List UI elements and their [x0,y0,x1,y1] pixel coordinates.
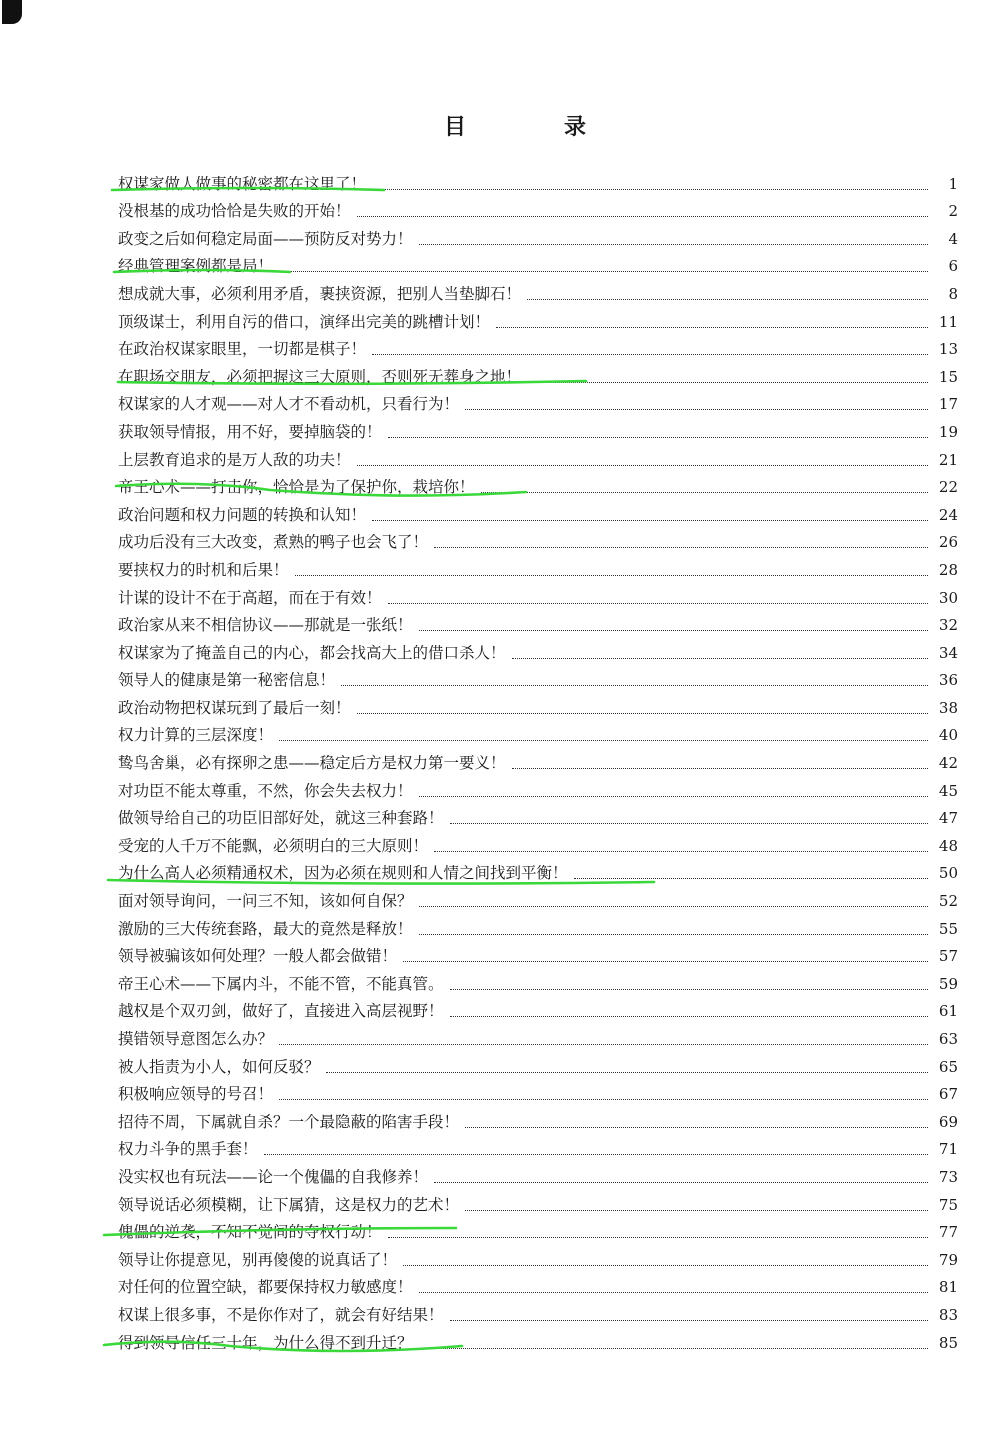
toc-leader-dots [372,188,928,190]
toc-entry [118,856,958,884]
toc-entry-title: 上层教育追求的是万人敌的功夫！ [118,450,351,469]
toc-leader-dots [419,243,928,245]
toc-leader-dots [481,491,928,493]
toc-leader-dots [388,1236,928,1238]
toc-entry-title: 摸错领导意图怎么办？ [118,1030,274,1048]
toc-leader-dots [419,795,928,797]
toc-entry-title: 被人指责为小人，如何反驳？ [118,1057,320,1076]
toc-leader-dots [419,1347,928,1349]
toc-leader-dots [419,1291,928,1293]
toc-entry-page: 38 [938,698,958,717]
toc-entry-page: 42 [938,754,958,773]
toc-entry [118,635,958,663]
toc-leader-dots [450,822,928,824]
toc-entry-title: 获取领导情报，用不好，要掉脑袋的！ [118,422,382,441]
toc-entry [118,1049,958,1077]
toc-entry-page: 19 [938,422,958,441]
toc-entry [118,1242,958,1270]
toc-entry-title: 领导让你提意见，别再傻傻的说真话了！ [118,1250,398,1269]
toc-entry-page: 4 [948,229,958,248]
toc-entry-page: 24 [938,505,958,524]
toc-entry [118,1215,958,1243]
toc-entry [118,773,958,801]
toc-entry-title: 政治家从来不相信协议——那就是一张纸！ [118,616,413,635]
table-of-contents [118,166,958,1353]
toc-entry-title: 积极响应领导的号召！ [118,1085,274,1104]
toc-entry-page: 69 [938,1112,958,1131]
toc-entry [118,552,958,580]
toc-entry-title: 对任何的位置空缺，都要保持权力敏感度！ [118,1278,413,1297]
toc-leader-dots [279,1098,928,1100]
toc-entry-page: 15 [938,367,958,386]
toc-entry [118,801,958,829]
toc-entry-title: 权力计算的三层深度！ [118,726,274,745]
toc-entry-page: 73 [938,1167,958,1186]
toc-entry-page: 83 [938,1305,958,1324]
toc-entry-page: 81 [938,1278,958,1297]
toc-leader-dots [527,298,928,300]
toc-entry-title: 没根基的成功恰恰是失败的开始！ [118,202,351,221]
toc-leader-dots [279,1043,928,1045]
toc-entry-page: 22 [938,478,958,497]
toc-entry [118,1325,958,1353]
toc-entry [118,470,958,498]
toc-entry-page: 57 [938,947,958,966]
toc-entry [118,497,958,525]
toc-entry [118,166,958,194]
toc-entry [118,608,958,636]
toc-entry [118,911,958,939]
toc-leader-dots [450,1319,928,1321]
toc-entry-title: 经典管理案例都是局！ [118,257,274,276]
toc-entry-title: 受宠的人千万不能飘，必须明白的三大原则！ [118,836,429,855]
toc-entry [118,1297,958,1325]
toc-entry-title: 在政治权谋家眼里，一切都是棋子！ [118,340,367,359]
toc-leader-dots [450,1015,928,1017]
toc-leader-dots [403,1264,928,1266]
toc-entry-title: 想成就大事，必须利用矛盾，裹挟资源，把别人当垫脚石！ [118,284,522,303]
toc-entry-page: 65 [938,1057,958,1076]
toc-entry-page: 55 [938,919,958,938]
toc-leader-dots [465,1209,928,1211]
toc-entry [118,442,958,470]
toc-entry [118,883,958,911]
toc-leader-dots [434,850,928,852]
toc-entry-page: 79 [938,1250,958,1269]
toc-entry-title: 越权是个双刃剑，做好了，直接进入高层视野！ [118,1002,444,1021]
toc-entry [118,221,958,249]
toc-entry-title: 领导人的健康是第一秘密信息！ [118,671,336,690]
toc-entry [118,994,958,1022]
toc-entry [118,304,958,332]
toc-entry-page: 63 [938,1030,958,1048]
toc-entry [118,525,958,553]
toc-entry [118,939,958,967]
toc-entry-page: 59 [938,974,958,993]
toc-leader-dots [326,1071,928,1073]
toc-entry-page: 47 [938,809,958,828]
toc-entry-page: 8 [948,284,958,303]
toc-leader-dots [388,436,928,438]
toc-leader-dots [512,767,928,769]
toc-leader-dots [496,326,928,328]
toc-entry-page: 52 [938,892,958,911]
toc-entry-title: 帝王心术——打击你，恰恰是为了保护你，栽培你！ [118,478,475,497]
toc-entry-page: 67 [938,1085,958,1104]
toc-leader-dots [403,960,928,962]
toc-entry [118,1132,958,1160]
toc-entry-title: 政变之后如何稳定局面——预防反对势力！ [118,229,413,248]
toc-leader-dots [512,657,928,659]
toc-leader-dots [450,988,928,990]
toc-leader-dots [279,739,928,741]
toc-entry-page: 1 [948,174,958,193]
scan-corner-mark [2,0,22,24]
toc-entry [118,276,958,304]
toc-entry [118,1187,958,1215]
toc-leader-dots [264,1153,928,1155]
toc-entry-page: 34 [938,643,958,662]
toc-leader-dots [574,877,928,879]
toc-entry [118,1270,958,1298]
toc-entry-page: 2 [948,202,958,221]
toc-entry-title: 顶级谋士，利用自污的借口，演绎出完美的跳槽计划！ [118,312,491,331]
toc-entry-page: 40 [938,726,958,745]
toc-leader-dots [419,933,928,935]
toc-leader-dots [295,574,928,576]
toc-entry-title: 在职场交朋友，必须把握这三大原则，否则死无葬身之地！ [118,367,522,386]
toc-entry-page: 17 [938,395,958,414]
toc-entry-title: 做领导给自己的功臣旧部好处，就这三种套路！ [118,809,444,828]
toc-entry [118,966,958,994]
toc-entry [118,718,958,746]
toc-entry-page: 6 [948,257,958,276]
toc-leader-dots [372,519,928,521]
toc-entry-title: 权谋家做人做事的秘密都在这里了！ [118,174,367,193]
toc-leader-dots [357,712,928,714]
toc-entry-page: 50 [938,864,958,883]
toc-entry-title: 面对领导询问，一问三不知，该如何自保？ [118,892,413,911]
toc-entry-page: 61 [938,1002,958,1021]
toc-entry-page: 85 [938,1333,958,1352]
toc-entry [118,580,958,608]
toc-entry-title: 得到领导信任三十年，为什么得不到升迁？ [118,1333,413,1352]
toc-entry-title: 傀儡的逆袭，不知不觉间的夺权行动！ [118,1223,382,1242]
toc-entry-page: 26 [938,533,958,552]
toc-entry-title: 领导被骗该如何处理？一般人都会做错！ [118,947,398,966]
toc-leader-dots [279,270,928,272]
toc-entry [118,1077,958,1105]
toc-entry [118,1104,958,1132]
toc-entry [118,828,958,856]
toc-entry-title: 权谋上很多事，不是你作对了，就会有好结果！ [118,1305,444,1324]
toc-leader-dots [341,684,928,686]
toc-entry-title: 激励的三大传统套路，最大的竟然是释放！ [118,919,413,938]
toc-leader-dots [434,1181,928,1183]
toc-leader-dots [434,546,928,548]
toc-entry-page: 45 [938,781,958,800]
toc-entry-title: 鸷鸟舍巢，必有探卵之患——稳定后方是权力第一要义！ [118,754,506,773]
toc-entry-title: 对功臣不能太尊重，不然，你会失去权力！ [118,781,413,800]
toc-entry [118,359,958,387]
toc-entry-page: 30 [938,588,958,607]
toc-entry-page: 13 [938,340,958,359]
toc-entry-title: 权谋家为了掩盖自己的内心，都会找高大上的借口杀人！ [118,643,506,662]
toc-leader-dots [372,353,928,355]
toc-entry-title: 政治问题和权力问题的转换和认知！ [118,505,367,524]
toc-leader-dots [465,408,928,410]
toc-entry [118,332,958,360]
toc-entry-title: 招待不周，下属就自杀？一个最隐蔽的陷害手段！ [118,1112,460,1131]
toc-entry-page: 28 [938,560,958,579]
toc-entry-title: 权力斗争的黑手套！ [118,1140,258,1159]
toc-leader-dots [388,602,928,604]
toc-leader-dots [357,464,928,466]
toc-entry-page: 32 [938,616,958,635]
toc-entry-title: 为什么高人必须精通权术，因为必须在规则和人情之间找到平衡！ [118,864,568,883]
toc-entry [118,745,958,773]
toc-entry-page: 11 [938,312,958,331]
toc-entry-page: 71 [938,1140,958,1159]
toc-leader-dots [419,905,928,907]
toc-entry [118,387,958,415]
toc-entry [118,249,958,277]
toc-entry [118,1021,958,1049]
toc-entry-page: 48 [938,836,958,855]
toc-leader-dots [357,215,928,217]
page-title: 目 录 [443,114,624,140]
toc-entry [118,1159,958,1187]
toc-entry-title: 成功后没有三大改变，煮熟的鸭子也会飞了！ [118,533,429,552]
toc-entry-title: 帝王心术——下属内斗，不能不管，不能真管。 [118,974,444,993]
toc-entry-page: 36 [938,671,958,690]
toc-entry-title: 领导说话必须模糊，让下属猜，这是权力的艺术！ [118,1195,460,1214]
toc-leader-dots [465,1126,928,1128]
toc-leader-dots [527,381,928,383]
toc-entry [118,414,958,442]
toc-entry [118,663,958,691]
toc-entry-title: 没实权也有玩法——论一个傀儡的自我修养！ [118,1167,429,1186]
toc-entry [118,690,958,718]
toc-entry-page: 75 [938,1195,958,1214]
toc-entry-title: 政治动物把权谋玩到了最后一刻！ [118,698,351,717]
toc-entry-title: 计谋的设计不在于高超，而在于有效！ [118,588,382,607]
toc-entry [118,194,958,222]
toc-entry-title: 权谋家的人才观——对人才不看动机，只看行为！ [118,395,460,414]
toc-leader-dots [419,629,928,631]
toc-entry-title: 要挟权力的时机和后果！ [118,560,289,579]
toc-entry-page: 77 [938,1223,958,1242]
toc-entry-page: 21 [938,450,958,469]
